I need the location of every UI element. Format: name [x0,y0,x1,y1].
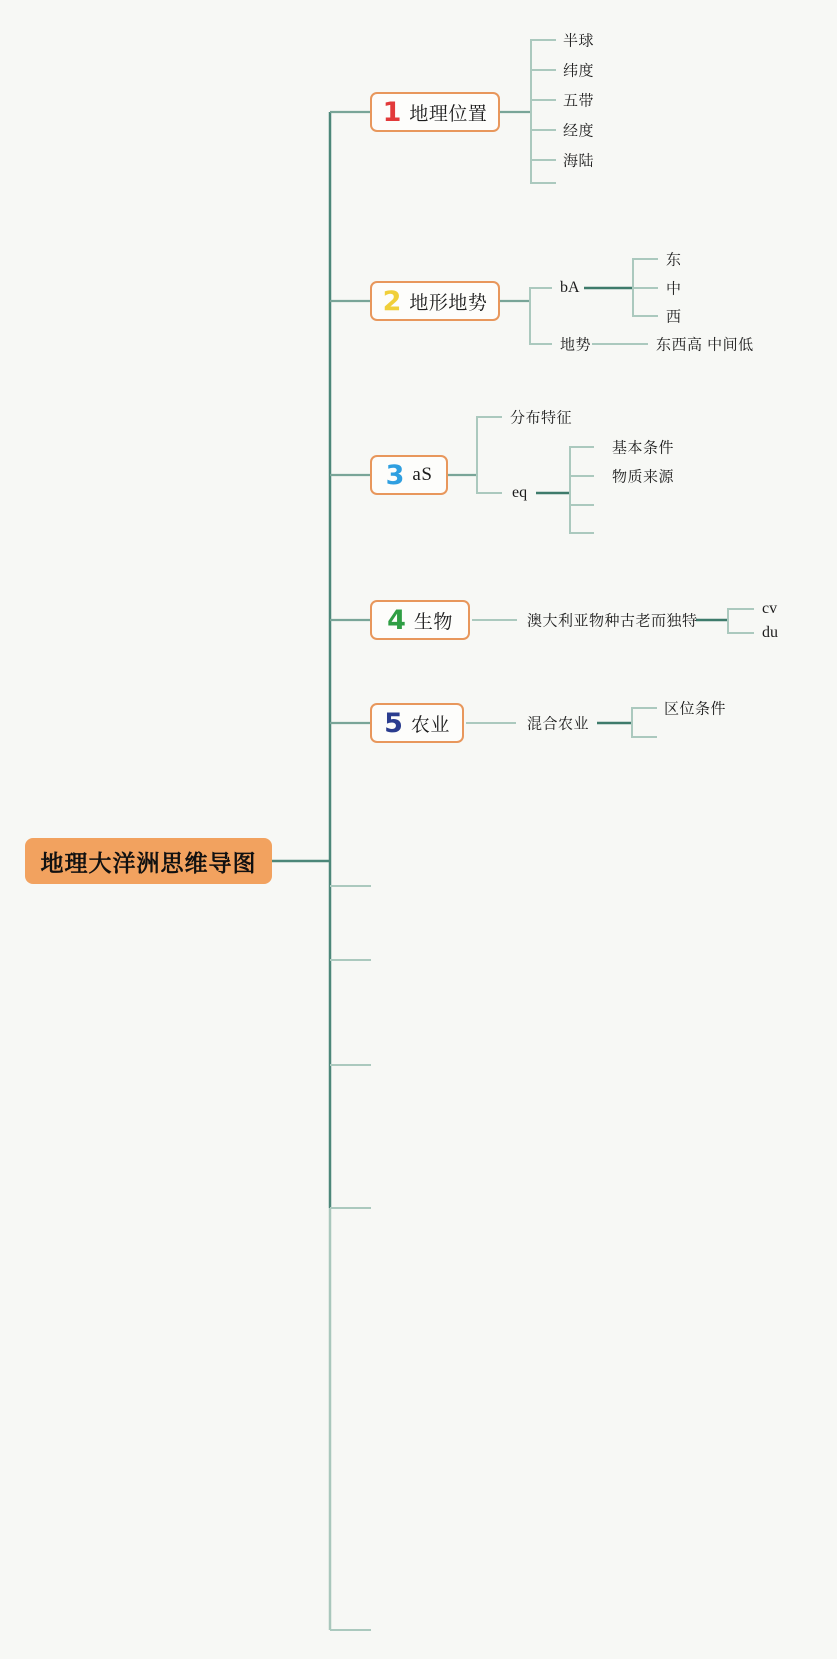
leaf-relief-description[interactable]: 东西高 中间低 [656,336,754,354]
branch-node-agriculture[interactable] [370,703,464,743]
leaf-latitude[interactable]: 纬度 [563,62,595,80]
branch-number-5: 5 [384,707,403,739]
branch1-children-bracket [531,40,556,183]
branch-label-2: 地形地势 [409,292,488,314]
leaf-material-source[interactable]: 物质来源 [612,468,675,486]
leaf-cv[interactable]: cv [762,600,778,617]
root-node-label: 地理大洋洲思维导图 [40,849,257,876]
leaf-relief[interactable]: 地势 [560,336,592,354]
eq-children-bracket [570,447,594,533]
branch-number-2: 2 [382,285,402,317]
branch-number-3: 3 [385,459,405,491]
agriculture-children-bracket [632,708,657,737]
leaf-longitude[interactable]: 经度 [563,122,595,140]
leaf-eq[interactable]: eq [512,484,528,501]
branch-node-geographic-position[interactable] [370,92,500,132]
leaf-du[interactable]: du [762,624,778,641]
branch-node-as[interactable] [370,455,448,495]
species-children-bracket [728,609,754,633]
branch-node-biology[interactable] [370,600,470,640]
branch-label-3: aS [412,464,433,485]
leaf-australian-species[interactable]: 澳大利亚物种古老而独特 [527,612,698,630]
branch-number-4: 4 [387,604,406,636]
terrain-ewc-bracket [633,259,658,316]
branch3-children-bracket [477,417,502,493]
leaf-location-conditions[interactable]: 区位条件 [664,700,727,718]
leaf-land-sea[interactable]: 海陆 [563,152,595,170]
branch-node-terrain[interactable] [370,281,500,321]
branch-label-4: 生物 [413,611,453,633]
leaf-five-zones[interactable]: 五带 [563,92,595,110]
leaf-distribution-features[interactable]: 分布特征 [510,409,573,427]
leaf-east[interactable]: 东 [666,251,682,269]
leaf-ba[interactable]: bA [560,279,580,296]
leaf-basic-conditions[interactable]: 基本条件 [612,439,675,457]
empty-branch-stubs [330,886,371,1630]
root-node[interactable] [25,838,272,884]
branch-number-1: 1 [382,96,402,128]
branch2-children-bracket [530,288,552,344]
leaf-middle[interactable]: 中 [666,280,682,298]
leaf-hemisphere[interactable]: 半球 [563,32,595,50]
leaf-west[interactable]: 西 [666,308,682,326]
branch-label-5: 农业 [410,714,450,736]
branch-label-1: 地理位置 [409,103,488,125]
leaf-mixed-farming[interactable]: 混合农业 [527,715,590,733]
